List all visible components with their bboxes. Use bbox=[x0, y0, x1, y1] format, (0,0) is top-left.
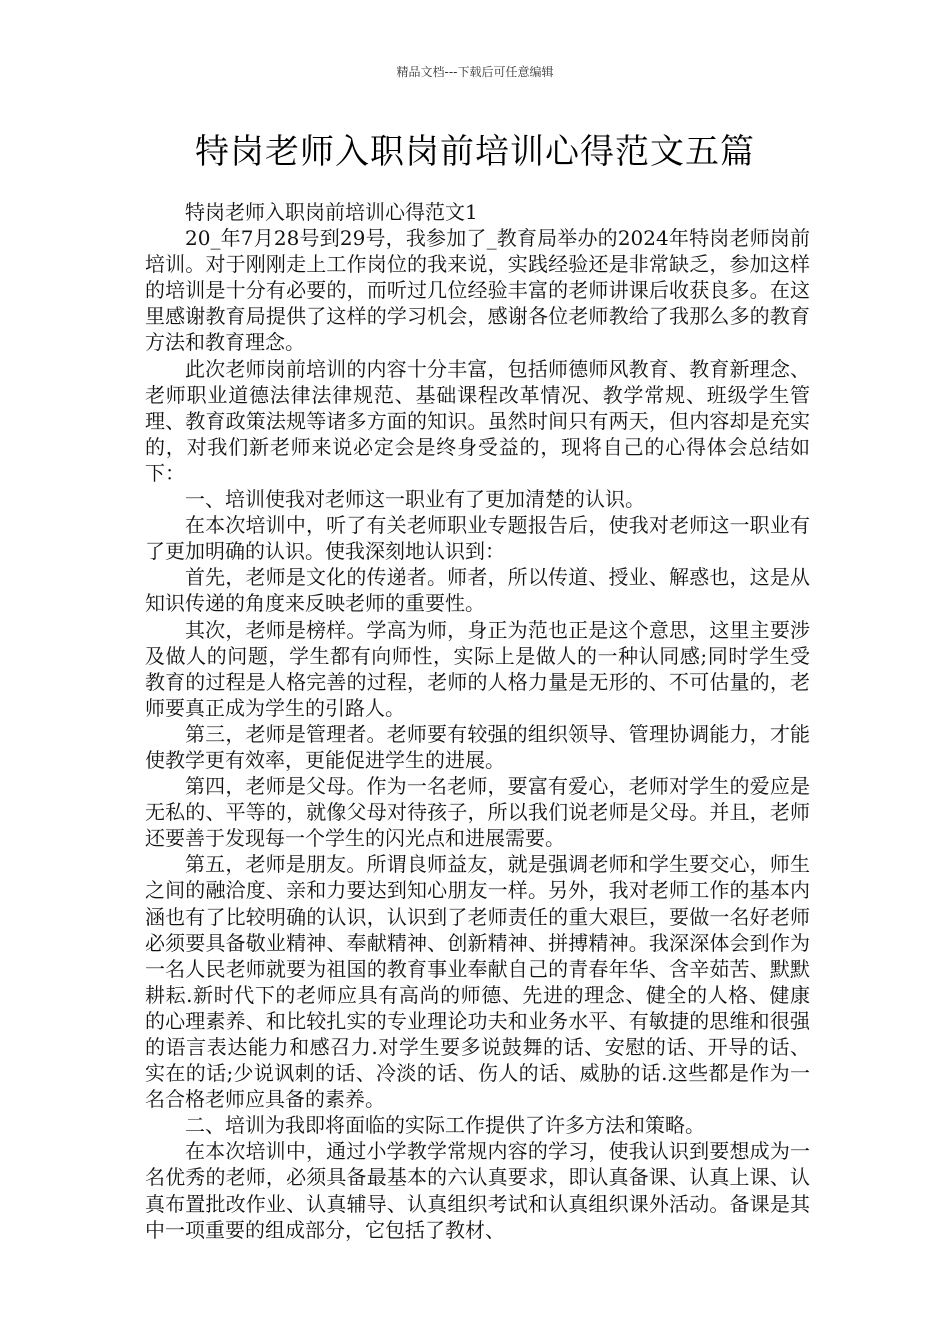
paragraph: 此次老师岗前培训的内容十分丰富，包括师德师风教育、教育新理念、老师职业道德法律法律规范、基础课程改革情况、教学常规、班级学生管理、教育政策法规等诸多方面的知识。虽然时间只有两天，但内容却是充实的，对我们新老师来说必定会是终身受益的，现将自己的心得体会总结如下： bbox=[145, 356, 810, 485]
document-body bbox=[145, 199, 810, 1243]
paragraph: 第五，老师是朋友。所谓良师益友，就是强调老师和学生要交心，师生之间的融洽度、亲和力要达到知心朋友一样。另外，我对老师工作的基本内涵也有了比较明确的认识，认识到了老师责任的重大艰巨，要做一名好老师必须要具备敬业精神、奉献精神、创新精神、拼搏精神。我深深体会到作为一名人民老师就要为祖国的教育事业奉献自己的青春年华、含辛茹苦、默默耕耘.新时代下的老师应具有高尚的师德、先进的理念、健全的人格、健康的心理素养、和比较扎实的专业理论功夫和业务水平、有敏捷的思维和很强的语言表达能力和感召力.对学生要多说鼓舞的话、安慰的话、开导的话、实在的话;少说讽刺的话、冷淡的话、伤人的话、威胁的话.这些都是作为一名合格老师应具备的素养。 bbox=[145, 852, 810, 1112]
section-heading: 二、培训为我即将面临的实际工作提供了许多方法和策略。 bbox=[185, 1113, 705, 1138]
paragraph: 首先，老师是文化的传递者。师者，所以传道、授业、解惑也，这是从知识传递的角度来反映老师的重要性。 bbox=[145, 565, 810, 616]
paragraph: 在本次培训中，听了有关老师职业专题报告后，使我对老师这一职业有了更加明确的认识。使我深刻地认识到： bbox=[145, 513, 810, 564]
paragraph: 其次，老师是榜样。学高为师，身正为范也正是这个意思，这里主要涉及做人的问题，学生都有向师性，实际上是做人的一种认同感;同时学生受教育的过程是人格完善的过程，老师的人格力量是无形的、不可估量的，老师要真正成为学生的引路人。 bbox=[145, 617, 810, 720]
paragraph: 第三，老师是管理者。老师要有较强的组织领导、管理协调能力，才能使教学更有效率，更能促进学生的进展。 bbox=[145, 721, 810, 772]
paragraph-subtitle: 特岗老师入职岗前培训心得范文1 bbox=[185, 200, 478, 224]
section-heading: 一、培训使我对老师这一职业有了更加清楚的认识。 bbox=[185, 487, 645, 512]
paragraph: 在本次培训中，通过小学教学常规内容的学习，使我认识到要想成为一名优秀的老师，必须具备最基本的六认真要求，即认真备课、认真上课、认真布置批改作业、认真辅导、认真组织考试和认真组织课外活动。备课是其中一项重要的组成部分，它包括了教材、 bbox=[145, 1139, 810, 1242]
paragraph: 第四，老师是父母。作为一名老师，要富有爱心，老师对学生的爱应是无私的、平等的，就像父母对待孩子，所以我们说老师是父母。并且，老师还要善于发现每一个学生的闪光点和进展需要。 bbox=[145, 774, 810, 851]
document-title: 特岗老师入职岗前培训心得范文五篇 bbox=[195, 132, 755, 172]
paragraph: 20_年7月28号到29号，我参加了_教育局举办的2024年特岗老师岗前培训。对于刚刚走上工作岗位的我来说，实践经验还是非常缺乏，参加这样的培训是十分有必要的，而听过几位经验丰富的老师讲课后收获良多。在这里感谢教育局提供了这样的学习机会，感谢各位老师教给了我那么多的教育方法和教育理念。 bbox=[145, 226, 810, 355]
page-header: 精品文档---下载后可任意编辑 bbox=[396, 65, 554, 79]
